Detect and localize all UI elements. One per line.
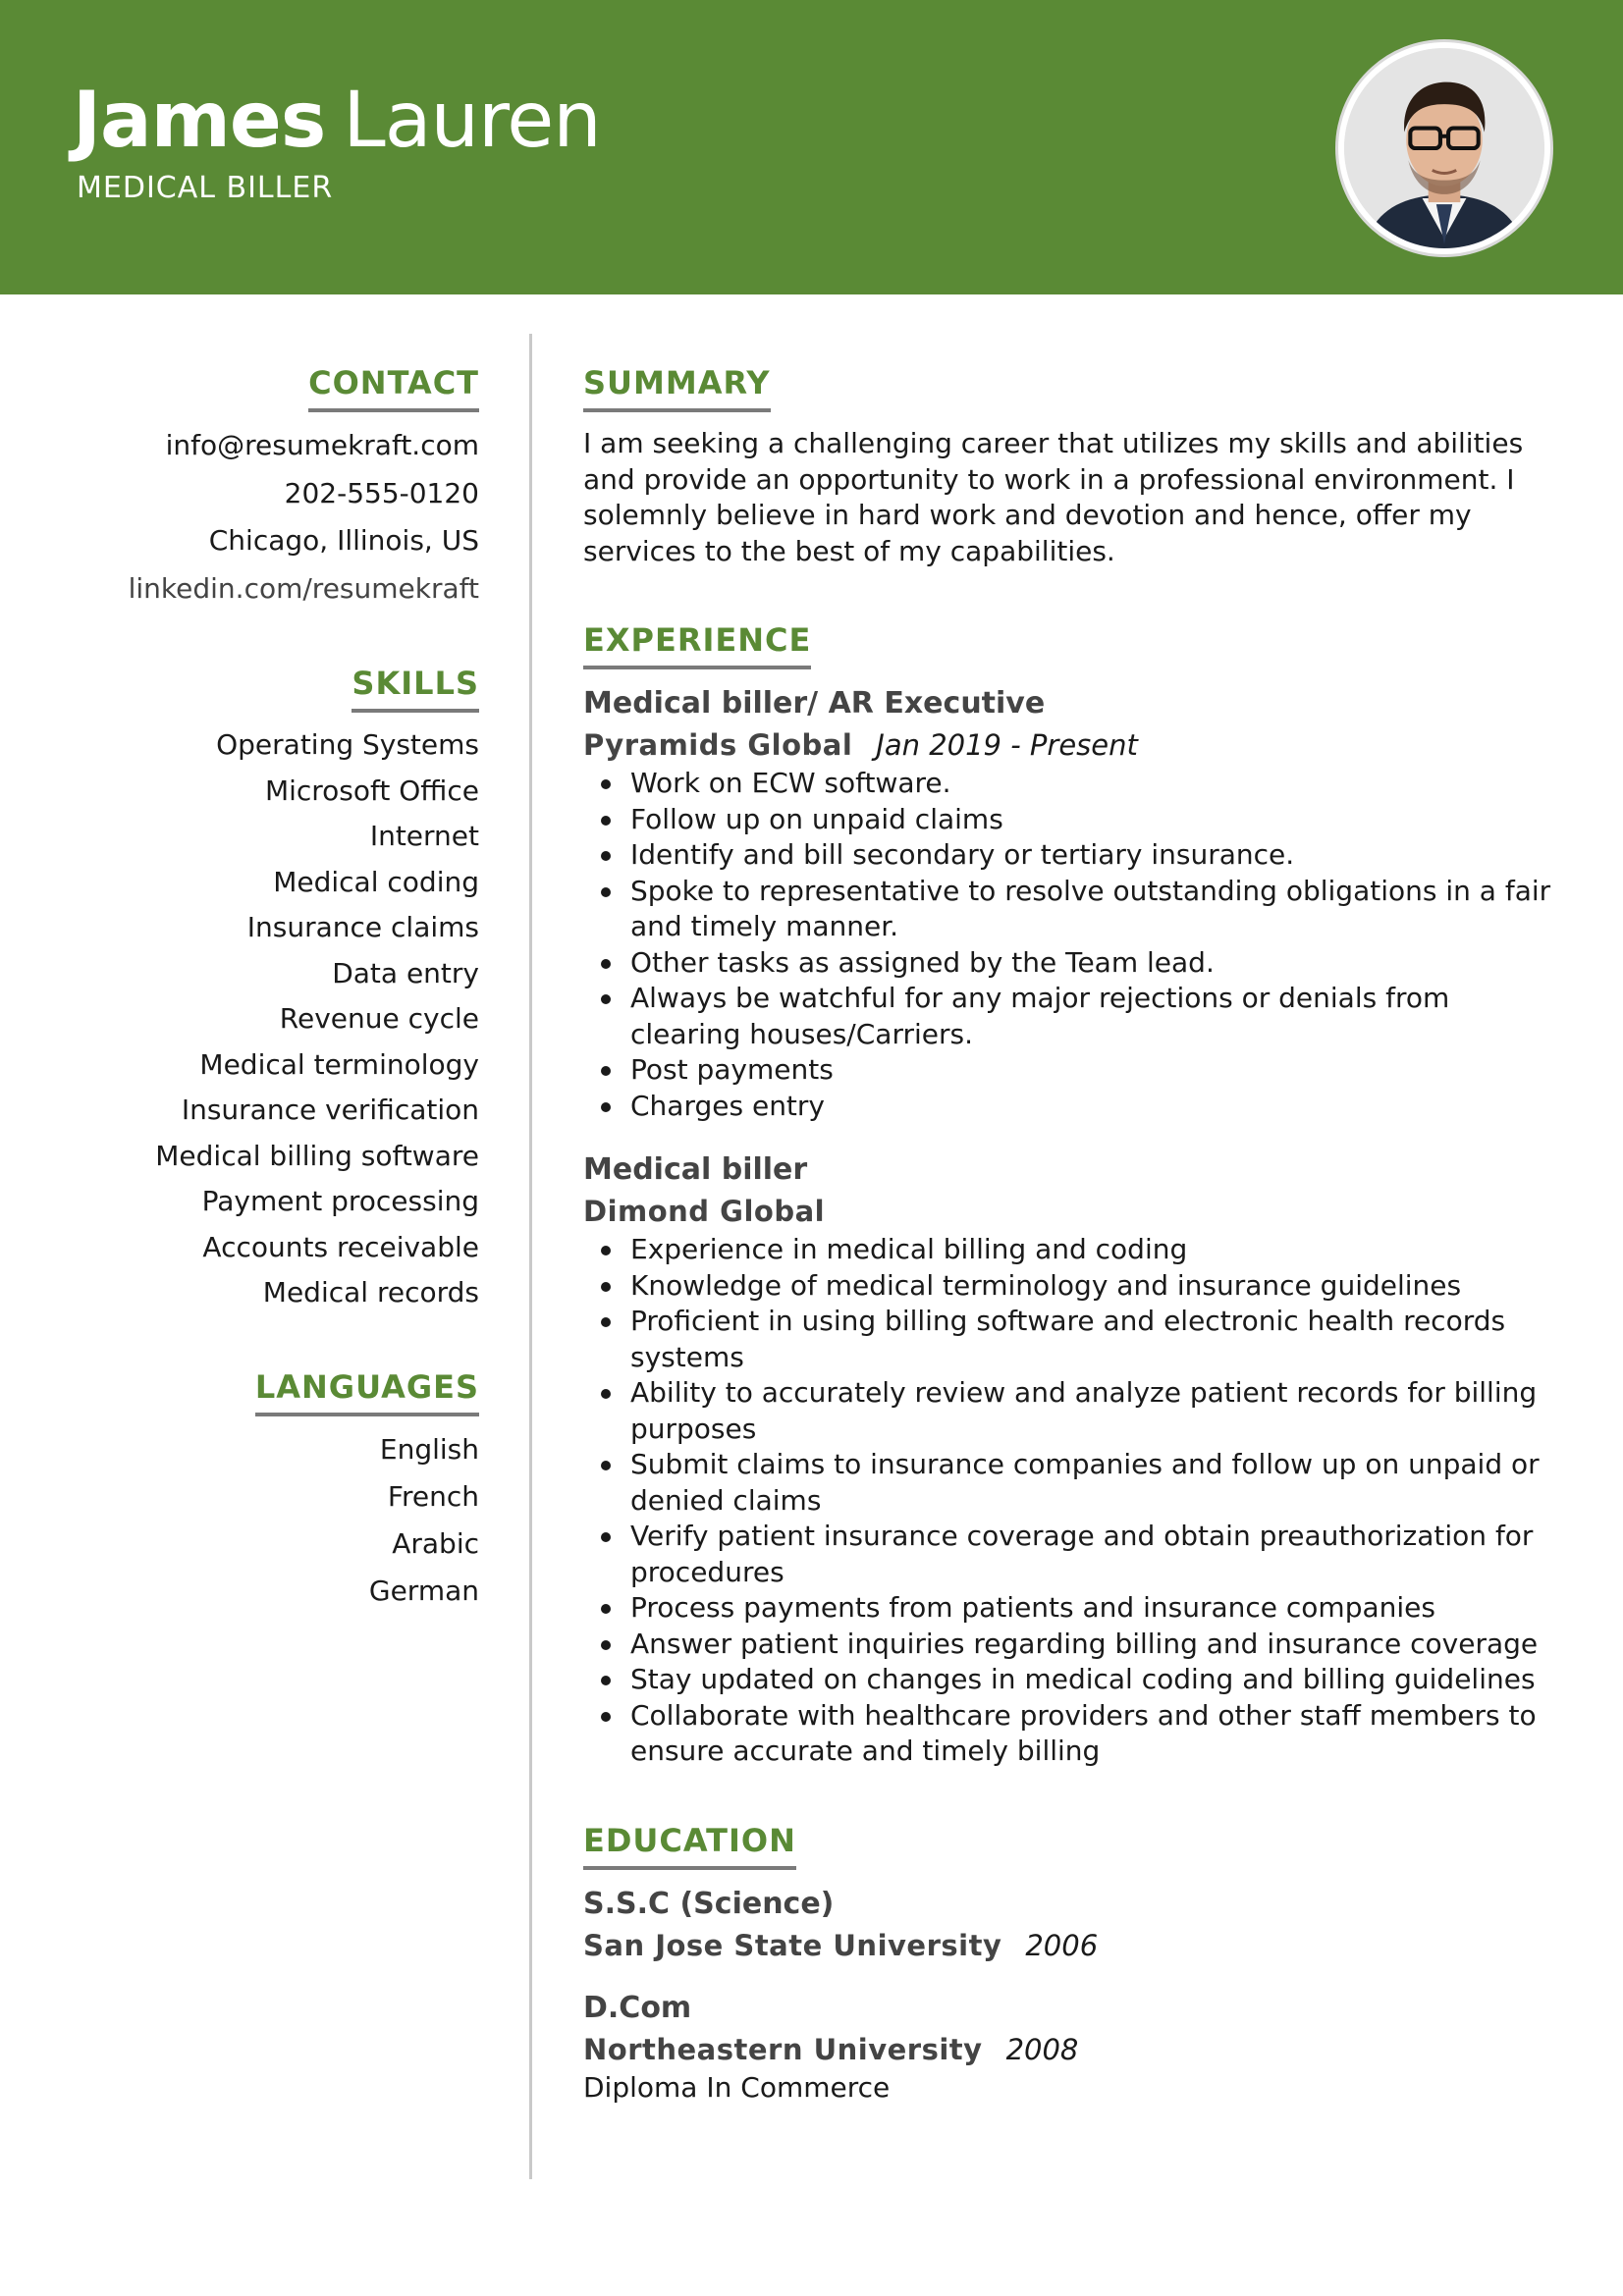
job-entry xyxy=(583,683,1565,1124)
education-section xyxy=(583,1821,1565,2106)
skill-item: Payment processing xyxy=(201,1185,479,1217)
bullet-item: Collaborate with healthcare providers and other staff members to ensure accurate and timely billing xyxy=(583,1698,1565,1770)
job-company: Pyramids Global xyxy=(583,728,853,762)
education-school-line xyxy=(583,2029,1565,2070)
skills-section xyxy=(118,664,479,1316)
job-dates: Jan 2019 - Present xyxy=(876,728,1138,762)
language-item: English xyxy=(379,1432,479,1466)
job-bullets xyxy=(583,1232,1565,1770)
skills-heading: SKILLS xyxy=(352,664,479,713)
last-name: Lauren xyxy=(343,77,601,165)
language-item: German xyxy=(368,1574,479,1607)
education-school-line xyxy=(583,1925,1565,1966)
skill-item: Accounts receivable xyxy=(202,1230,479,1263)
bullet-item: Spoke to representative to resolve outstanding obligations in a fair and timely manner. xyxy=(583,874,1565,945)
bullet-item: Verify patient insurance coverage and obtain preauthorization for procedures xyxy=(583,1519,1565,1590)
contact-list xyxy=(118,422,479,613)
bullet-item: Other tasks as assigned by the Team lead. xyxy=(583,945,1565,982)
first-name: James xyxy=(73,77,326,165)
bullet-item: Charges entry xyxy=(583,1089,1565,1125)
skill-item: Insurance verification xyxy=(181,1094,479,1126)
contact-phone[interactable]: 202-555-0120 xyxy=(284,476,479,509)
bullet-item: Submit claims to insurance companies and follow up on unpaid or denied claims xyxy=(583,1447,1565,1519)
bullet-item: Process payments from patients and insurance companies xyxy=(583,1590,1565,1627)
bullet-item: Always be watchful for any major rejections or denials from clearing houses/Carriers. xyxy=(583,981,1565,1052)
skill-item: Medical coding xyxy=(273,865,479,898)
skill-item: Microsoft Office xyxy=(264,774,479,807)
experience-heading: EXPERIENCE xyxy=(583,620,811,669)
skill-item: Internet xyxy=(369,820,479,852)
languages-section xyxy=(118,1367,479,1615)
education-year: 2008 xyxy=(1005,2032,1079,2066)
languages-heading: LANGUAGES xyxy=(255,1367,479,1416)
skills-list xyxy=(118,722,479,1316)
bullet-item: Proficient in using billing software and electronic health records systems xyxy=(583,1304,1565,1375)
education-entry xyxy=(583,1988,1565,2106)
skill-item: Medical terminology xyxy=(199,1047,479,1081)
language-item: French xyxy=(387,1479,479,1513)
summary-heading: SUMMARY xyxy=(583,363,771,412)
bullet-item: Work on ECW software. xyxy=(583,766,1565,802)
education-degree: D.Com xyxy=(583,1990,692,2025)
contact-email[interactable]: info@resumekraft.com xyxy=(165,429,479,461)
contact-location: Chicago, Illinois, US xyxy=(208,524,479,557)
main-content xyxy=(583,363,1565,2157)
contact-section xyxy=(118,363,479,613)
skill-item: Medical billing software xyxy=(155,1139,479,1172)
skill-item: Revenue cycle xyxy=(279,1002,479,1035)
skill-item: Data entry xyxy=(332,956,479,989)
education-heading: EDUCATION xyxy=(583,1821,796,1870)
job-bullets xyxy=(583,766,1565,1124)
candidate-name xyxy=(73,77,601,165)
experience-section xyxy=(583,620,1565,1770)
education-note: Diploma In Commerce xyxy=(583,2070,891,2104)
education-school: Northeastern University xyxy=(583,2032,983,2066)
bullet-item: Answer patient inquiries regarding billing and insurance coverage xyxy=(583,1627,1565,1663)
bullet-item: Experience in medical billing and coding xyxy=(583,1232,1565,1268)
language-item: Arabic xyxy=(392,1526,479,1560)
skill-item: Medical records xyxy=(262,1276,479,1308)
languages-list xyxy=(118,1426,479,1615)
job-entry xyxy=(583,1149,1565,1770)
education-school: San Jose State University xyxy=(583,1928,1002,1962)
header-banner xyxy=(0,0,1623,294)
contact-heading: CONTACT xyxy=(308,363,479,412)
education-year: 2006 xyxy=(1025,1928,1099,1962)
bullet-item: Stay updated on changes in medical coding and billing guidelines xyxy=(583,1662,1565,1698)
bullet-item: Ability to accurately review and analyze patient records for billing purposes xyxy=(583,1375,1565,1447)
job-company: Dimond Global xyxy=(583,1195,826,1228)
job-role: Medical biller/ AR Executive xyxy=(583,686,1046,721)
skill-item: Operating Systems xyxy=(216,728,479,761)
bullet-item: Follow up on unpaid claims xyxy=(583,802,1565,838)
contact-linkedin[interactable]: linkedin.com/resumekraft xyxy=(128,571,479,605)
education-entry xyxy=(583,1884,1565,1966)
job-title: MEDICAL BILLER xyxy=(77,171,334,205)
education-degree: S.S.C (Science) xyxy=(583,1886,835,1921)
column-divider xyxy=(529,334,532,2179)
job-company-line xyxy=(583,1191,1565,1232)
job-company-line xyxy=(583,724,1565,766)
bullet-item: Knowledge of medical terminology and insurance guidelines xyxy=(583,1268,1565,1305)
portrait-photo-icon xyxy=(1344,48,1544,248)
bullet-item: Identify and bill secondary or tertiary insurance. xyxy=(583,837,1565,874)
summary-section xyxy=(583,363,1565,569)
summary-text: I am seeking a challenging career that utilizes my skills and abilities and provide an opportunity to work in a professional environment. I solemnly believe in hard work and devotion and hence, offer my services to the best of my capabilities. xyxy=(583,427,1524,567)
profile-photo-frame xyxy=(1335,39,1553,257)
bullet-item: Post payments xyxy=(583,1052,1565,1089)
skill-item: Insurance claims xyxy=(246,911,479,943)
sidebar xyxy=(118,363,479,1666)
job-role: Medical biller xyxy=(583,1152,808,1187)
